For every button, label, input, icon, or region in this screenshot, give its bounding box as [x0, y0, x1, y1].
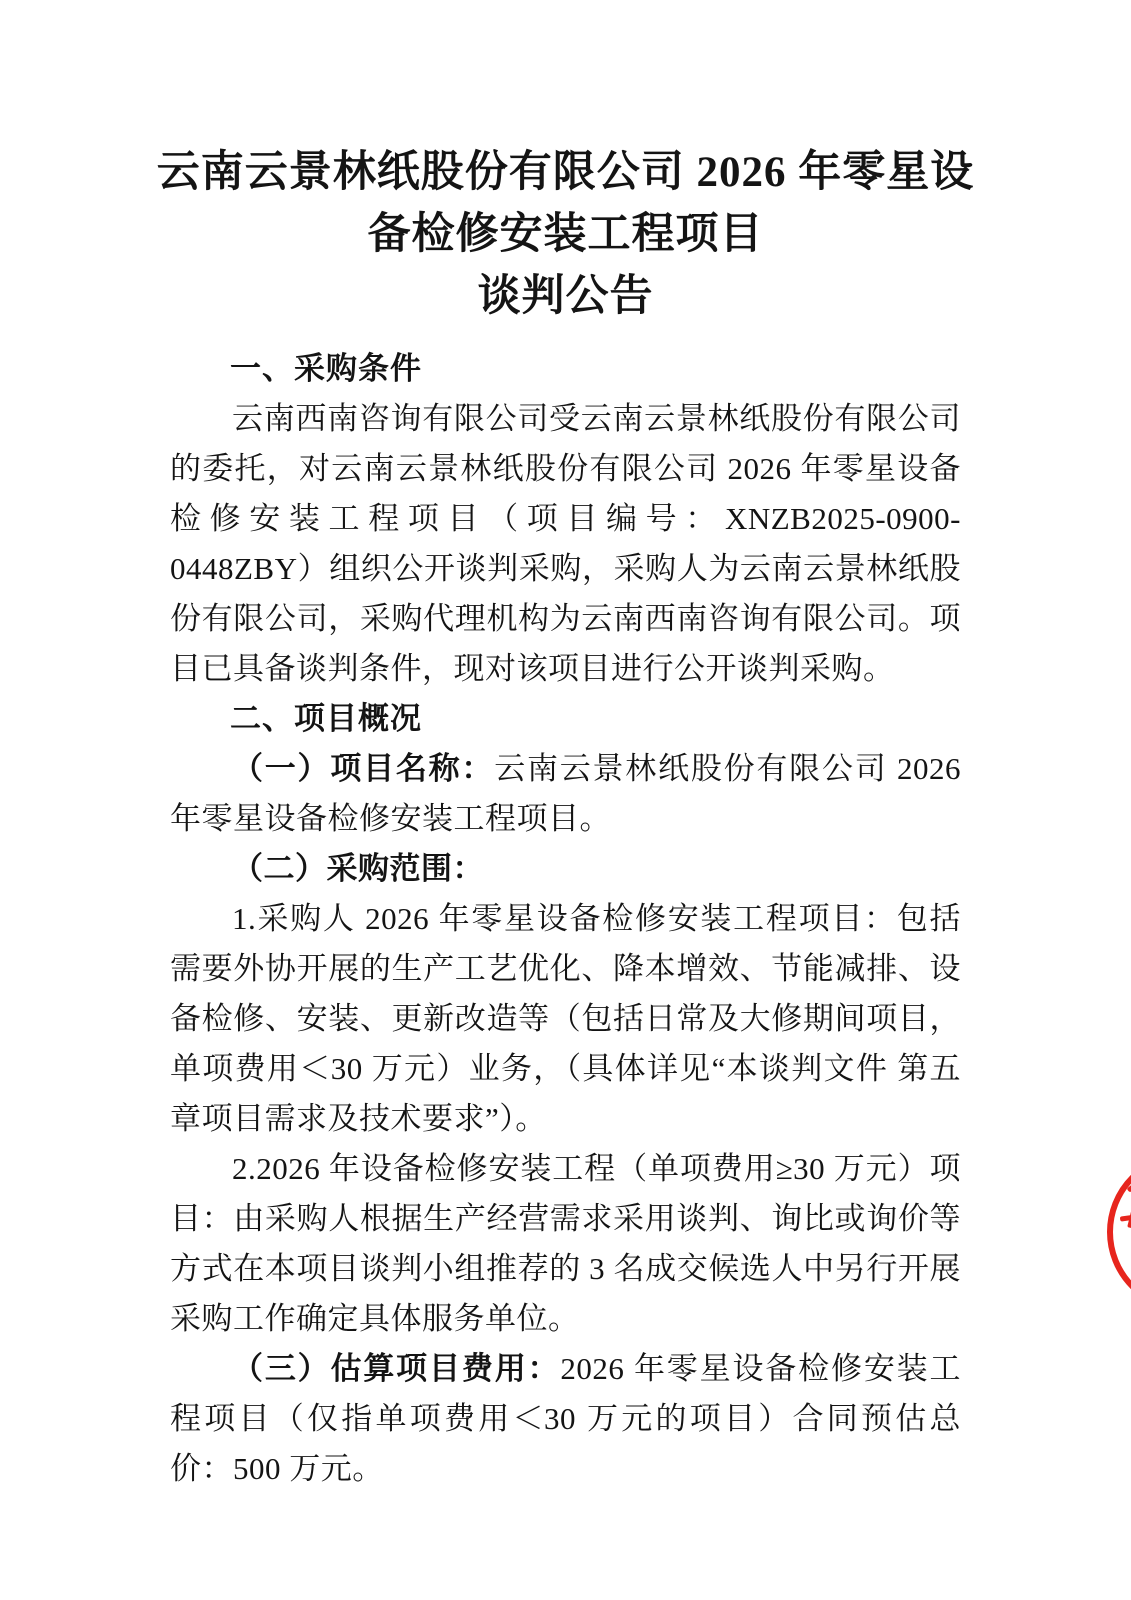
item-label-estimated-cost: （三）估算项目费用：	[232, 1351, 561, 1386]
document-body	[170, 344, 961, 1494]
item-text-project-name: 云南云景林纸股份有限公司 2026 年零星设备检修安装工程项目。	[170, 751, 962, 836]
seal-stroke	[1127, 1176, 1131, 1192]
section-heading-procurement-conditions: 一、采购条件	[230, 351, 422, 386]
item-text-estimated-cost: 2026 年零星设备检修安装工程项目（仅指单项费用＜30 万元的项目）合同预估总价：500 万元。	[170, 1351, 961, 1486]
red-seal-stamp-icon	[1107, 1152, 1131, 1312]
item-label-procurement-scope: （二）采购范围：	[232, 851, 484, 886]
title-line-1: 云南云景林纸股份有限公司 2026 年零星设	[156, 149, 975, 196]
document-title	[0, 0, 1131, 328]
title-line-3: 谈判公告	[477, 273, 654, 320]
paragraph-scope-item-2: 2.2026 年设备检修安装工程（单项费用≥30 万元）项目：由采购人根据生产经营需求采用谈判、询比或询价等方式在本项目谈判小组推荐的 3 名成交候选人中另行开展采购工作确定具体服务单位。	[170, 1151, 961, 1336]
paragraph-project-name	[170, 744, 961, 844]
paragraph-procurement-scope	[170, 844, 961, 894]
title-line-2: 备检修安装工程项目	[367, 211, 764, 258]
paragraph-scope-item-1: 1.采购人 2026 年零星设备检修安装工程项目：包括需要外协开展的生产工艺优化、降本增效、节能减排、设备检修、安装、更新改造等（包括日常及大修期间项目，单项费用＜30 万元）业务，（具体详见“本谈判文件 第五章项目需求及技术要求”）。	[170, 901, 961, 1136]
section-heading-project-overview: 二、项目概况	[230, 701, 422, 736]
seal-stroke	[1120, 1213, 1131, 1221]
paragraph-procurement-conditions: 云南西南咨询有限公司受云南云景林纸股份有限公司的委托，对云南云景林纸股份有限公司 2026 年零星设备检修安装工程项目（项目编号：XNZB2025-0900-0448ZBY）组织公开谈判采购，采购人为云南云景林纸股份有限公司，采购代理机构为云南西南咨询有限公司。项目已具备谈判条件，现对该项目进行公开谈判采购。	[170, 401, 961, 686]
paragraph-estimated-cost	[170, 1344, 961, 1494]
item-label-project-name: （一）项目名称：	[232, 751, 495, 786]
